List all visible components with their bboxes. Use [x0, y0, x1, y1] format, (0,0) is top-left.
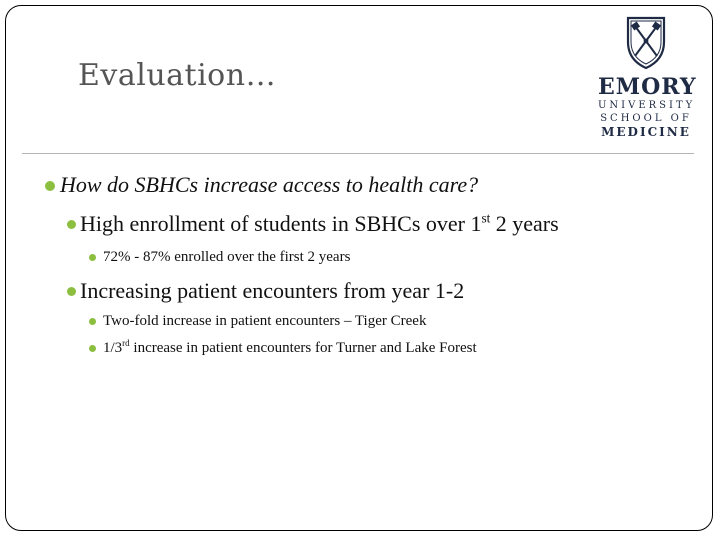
bullet-dot-icon: [45, 181, 55, 191]
emory-logo: [598, 12, 697, 142]
bullet-enrollment-sup: st: [481, 210, 491, 226]
bullet-dot-icon: [67, 220, 76, 229]
logo-line-2: SCHOOL OF: [600, 113, 692, 124]
bullet-one-third-tail: increase in patient encounters for Turner and Lake Forest: [129, 340, 477, 356]
bullet-one-third: [103, 340, 477, 357]
bullet-question: How do SBHCs increase access to health care?: [60, 172, 479, 197]
logo-name: EMORY: [598, 74, 697, 100]
bullet-enrollment-text: High enrollment of students in SBHCs over 1: [80, 211, 482, 236]
bullet-dot-icon: [89, 345, 96, 352]
logo-line-1: UNIVERSITY: [598, 100, 696, 111]
bullet-dot-icon: [67, 287, 76, 296]
title-divider: [22, 153, 694, 154]
logo-line-3: MEDICINE: [601, 125, 691, 139]
bullet-encounters: Increasing patient encounters from year 1-2: [80, 278, 465, 303]
bullet-enrollment-detail: 72% - 87% enrolled over the first 2 years: [103, 249, 351, 265]
bullet-one-third-text: 1/3: [103, 340, 123, 356]
bullet-dot-icon: [89, 318, 96, 325]
slide-title: Evaluation…: [78, 58, 277, 93]
bullet-one-third-sup: rd: [122, 338, 130, 348]
bullet-dot-icon: [89, 254, 96, 261]
bullet-enrollment-tail: 2 years: [490, 211, 559, 236]
emory-shield-icon: [598, 12, 694, 72]
bullet-twofold: Two-fold increase in patient encounters – Tiger Creek: [103, 313, 427, 329]
bullet-enrollment: [80, 211, 559, 237]
